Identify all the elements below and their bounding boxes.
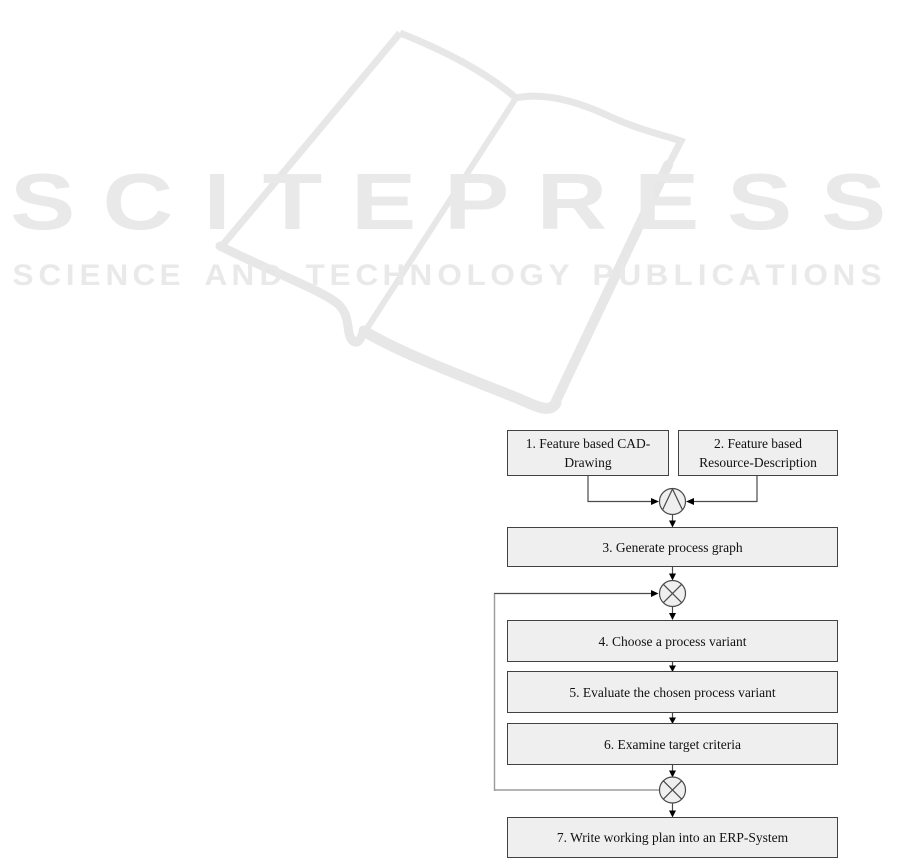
- xor-gateway-bottom: [660, 777, 686, 803]
- step-box-2: [678, 430, 838, 476]
- step-box-2-line2: Resource-Description: [699, 455, 817, 470]
- step-box-6-line1: 6. Examine target criteria: [604, 736, 741, 752]
- watermark-logo: S C I T E P R E S S: [10, 157, 886, 246]
- step-box-4-line1: 4. Choose a process variant: [598, 633, 747, 649]
- arrowhead-into-box4: [669, 613, 676, 620]
- step-box-1-line1: 1. Feature based CAD-: [525, 436, 651, 451]
- step-box-5: [507, 671, 838, 713]
- step-box-6: [507, 723, 838, 765]
- step-box-2-line1: 2. Feature based: [713, 436, 803, 451]
- step-box-3: [507, 527, 838, 567]
- and-gateway: [660, 489, 686, 515]
- edge-box1-to-and: [588, 476, 652, 502]
- arrowhead-loop-into-xor1: [651, 590, 659, 597]
- watermark-tagline: S C I E N C E A N D T E C H N O L O G Y P U B L I C A T I O N S: [12, 259, 882, 292]
- edge-box2-to-and: [693, 476, 757, 502]
- step-box-5-line1: 5. Evaluate the chosen process variant: [569, 684, 776, 700]
- step-box-1-line2: Drawing: [564, 455, 612, 470]
- xor-gateway-top: [660, 581, 686, 607]
- step-box-7: [507, 817, 838, 858]
- step-box-7-line1: 7. Write working plan into an ERP-System: [556, 830, 789, 845]
- arrowhead-into-and-right: [686, 498, 694, 505]
- step-box-4: [507, 620, 838, 662]
- step-box-1: [507, 430, 669, 476]
- arrowhead-into-and-left: [651, 498, 659, 505]
- step-box-3-line1: 3. Generate process graph: [602, 539, 743, 555]
- arrowhead-into-xor1: [669, 574, 676, 581]
